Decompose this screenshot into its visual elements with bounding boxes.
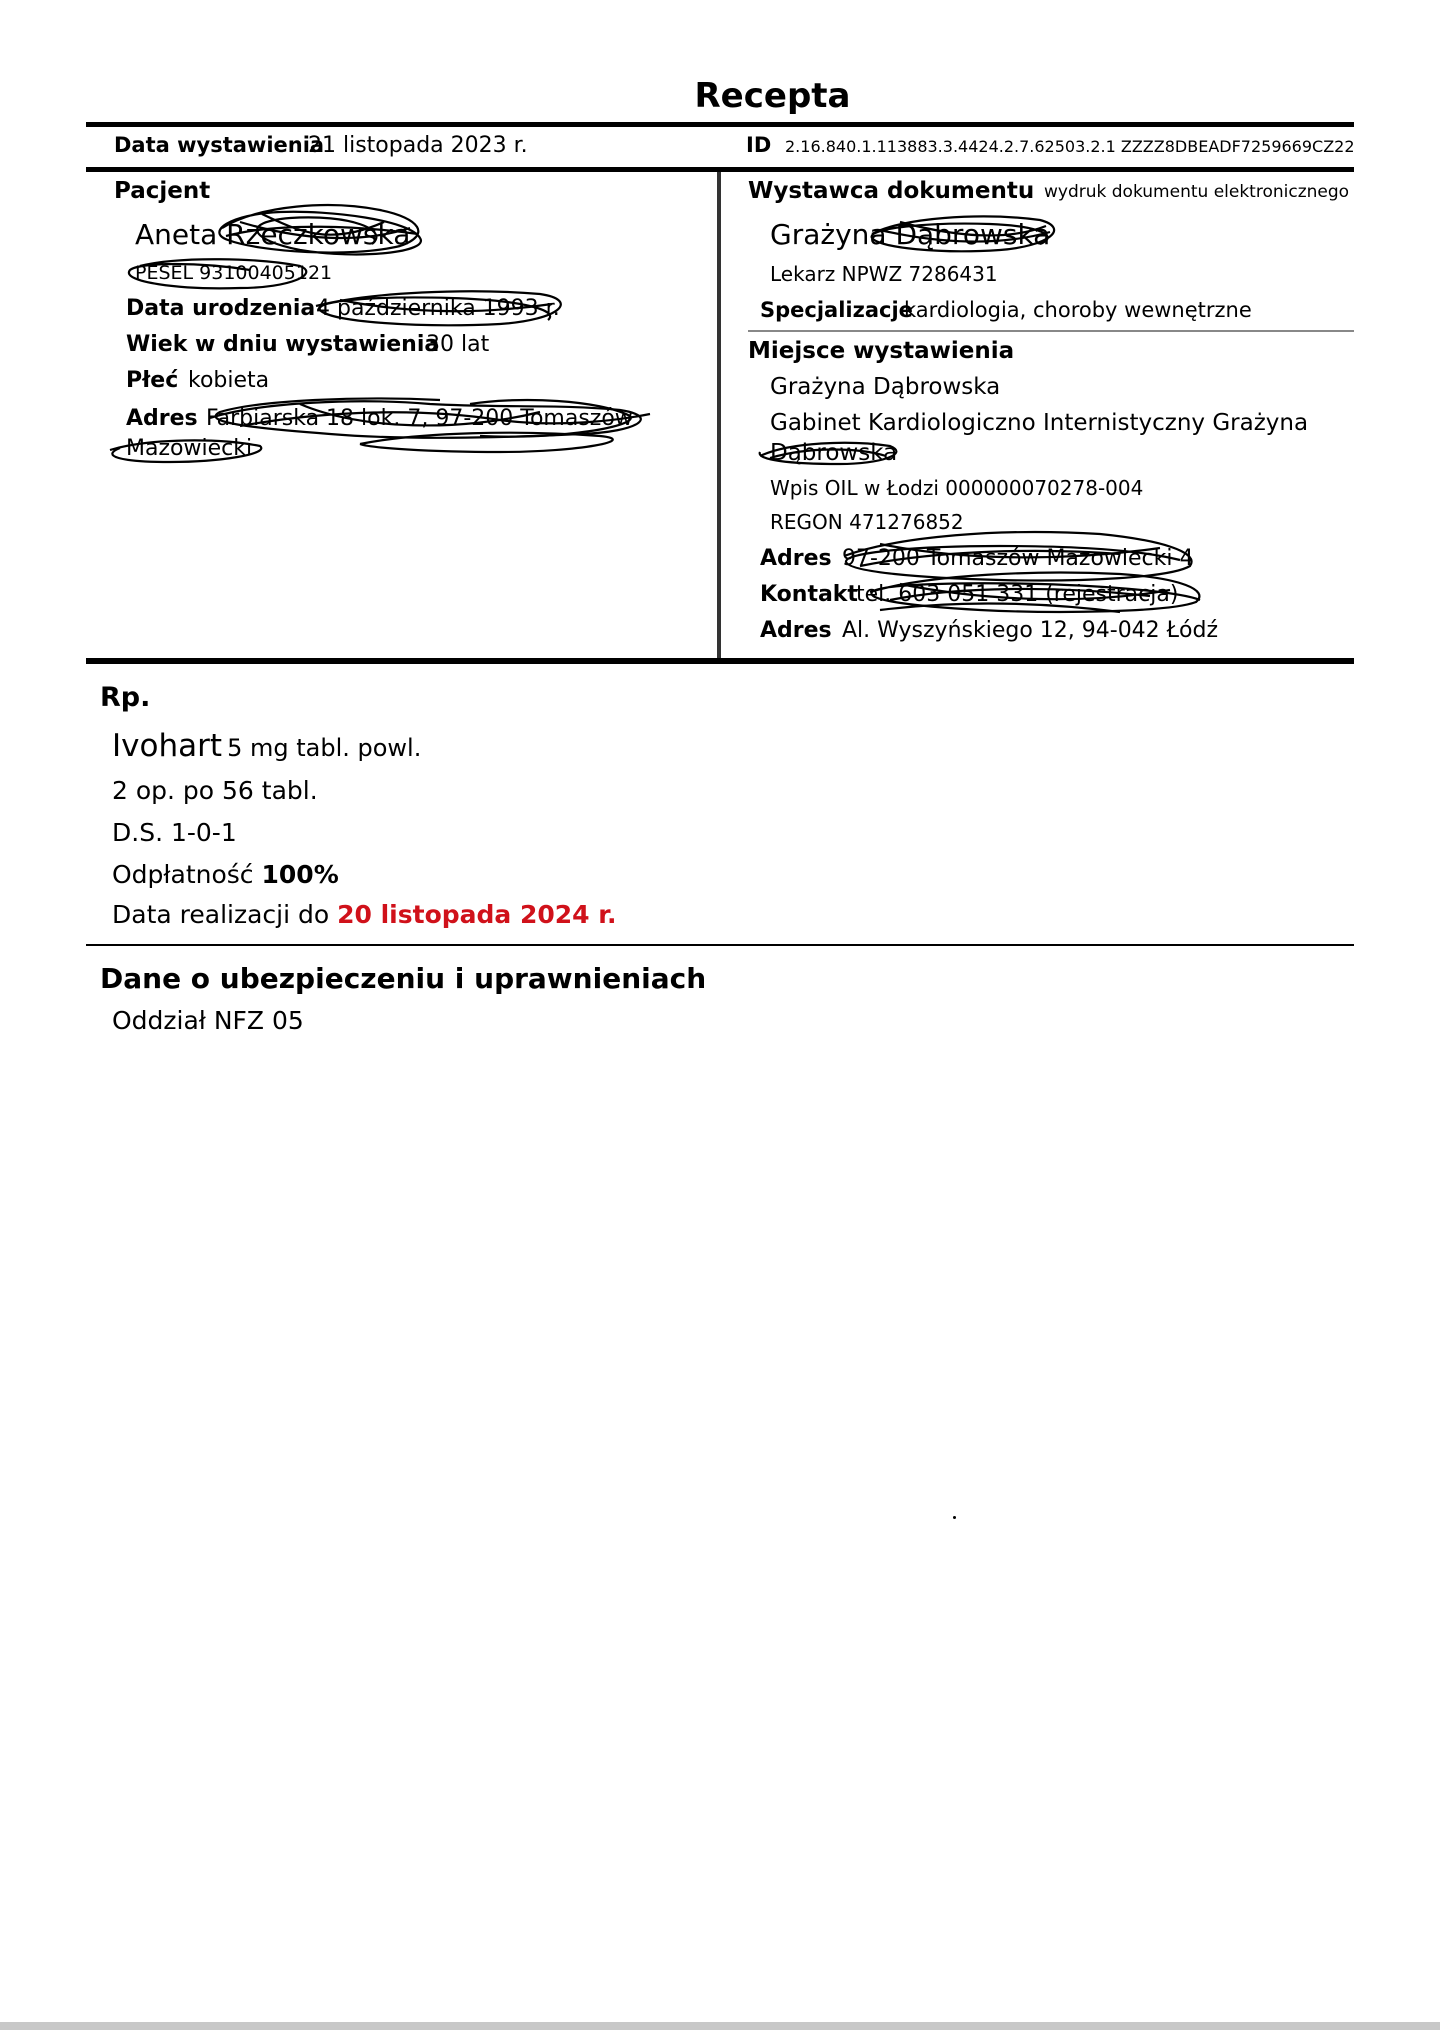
patient-sex: kobieta bbox=[188, 368, 270, 393]
page-title: Recepta bbox=[694, 76, 851, 116]
patient-address-line1: Farbiarska 18 lok. 7, 97-200 Tomaszów bbox=[206, 406, 633, 431]
prescription-rule bbox=[86, 944, 1354, 946]
place-address2-label: Adres bbox=[760, 618, 832, 643]
payment-label: Odpłatność bbox=[112, 860, 254, 889]
drug-name: Ivohart bbox=[112, 728, 222, 764]
insurance-section-label: Dane o ubezpieczeniu i uprawnieniach bbox=[100, 962, 707, 995]
contact-value: tel. 603 051 331 (rejestracja) bbox=[856, 582, 1179, 607]
payment-value: 100% bbox=[261, 860, 339, 889]
issuer-npwz: Lekarz NPWZ 7286431 bbox=[770, 262, 998, 286]
sex-label: Płeć bbox=[126, 368, 179, 393]
issue-date: 21 listopada 2023 r. bbox=[308, 133, 528, 158]
issue-date-label: Data wystawienia bbox=[114, 133, 325, 157]
nfz-branch: Oddział NFZ 05 bbox=[112, 1006, 304, 1035]
patient-name: Aneta Rzeczkowska bbox=[135, 218, 411, 251]
place-address: 97-200 Tomaszów Mazowiecki 4 bbox=[842, 546, 1194, 571]
top-rule bbox=[86, 122, 1354, 127]
patient-dob: 4 października 1993 r. bbox=[316, 296, 560, 321]
stray-mark bbox=[953, 1516, 956, 1519]
specialization-label: Specjalizacje bbox=[760, 298, 913, 322]
place-name: Grażyna Dąbrowska bbox=[770, 374, 1001, 400]
regon: REGON 471276852 bbox=[770, 510, 964, 534]
dob-label: Data urodzenia bbox=[126, 296, 316, 321]
payment-line bbox=[112, 860, 339, 889]
header-bottom-rule bbox=[86, 658, 1354, 664]
clinic-line2: Dąbrowska bbox=[770, 440, 898, 466]
oil-registration: Wpis OIL w Łodzi 000000070278-004 bbox=[770, 476, 1144, 500]
printout-note: wydruk dokumentu elektronicznego bbox=[1044, 182, 1350, 202]
contact-label: Kontakt bbox=[760, 582, 858, 607]
age-label: Wiek w dniu wystawienia bbox=[126, 332, 440, 357]
issuer-specializations: kardiologia, choroby wewnętrzne bbox=[904, 298, 1252, 322]
place-section-label: Miejsce wystawienia bbox=[748, 338, 1015, 364]
place-address2: Al. Wyszyńskiego 12, 94-042 Łódź bbox=[842, 618, 1219, 643]
realization-label: Data realizacji do bbox=[112, 900, 330, 929]
issuer-name: Grażyna Dąbrowska bbox=[770, 218, 1051, 251]
column-divider bbox=[717, 172, 721, 660]
patient-address-label: Adres bbox=[126, 406, 198, 431]
realization-line bbox=[112, 900, 617, 929]
place-address-label: Adres bbox=[760, 546, 832, 571]
drug-line bbox=[112, 728, 421, 764]
realization-date: 20 listopada 2024 r. bbox=[337, 900, 617, 929]
drug-form: 5 mg tabl. powl. bbox=[227, 734, 422, 762]
issuer-section-label: Wystawca dokumentu bbox=[748, 178, 1035, 204]
document-id: 2.16.840.1.113883.3.4424.2.7.62503.2.1 ZZZZ8DBEADF7259669CZ22 bbox=[785, 137, 1355, 156]
bottom-scrollbar-strip bbox=[0, 2022, 1440, 2030]
id-label: ID bbox=[746, 133, 772, 157]
patient-section-label: Pacjent bbox=[114, 178, 211, 204]
patient-pesel: PESEL 93100405121 bbox=[135, 262, 333, 284]
issuer-divider bbox=[748, 330, 1354, 332]
drug-quantity: 2 op. po 56 tabl. bbox=[112, 776, 318, 805]
rp-label: Rp. bbox=[100, 682, 151, 713]
patient-age: 30 lat bbox=[426, 332, 490, 357]
drug-dosage: D.S. 1-0-1 bbox=[112, 818, 237, 847]
clinic-line1: Gabinet Kardiologiczno Internistyczny Grażyna bbox=[770, 410, 1309, 436]
patient-address-line2: Mazowiecki bbox=[126, 436, 253, 461]
